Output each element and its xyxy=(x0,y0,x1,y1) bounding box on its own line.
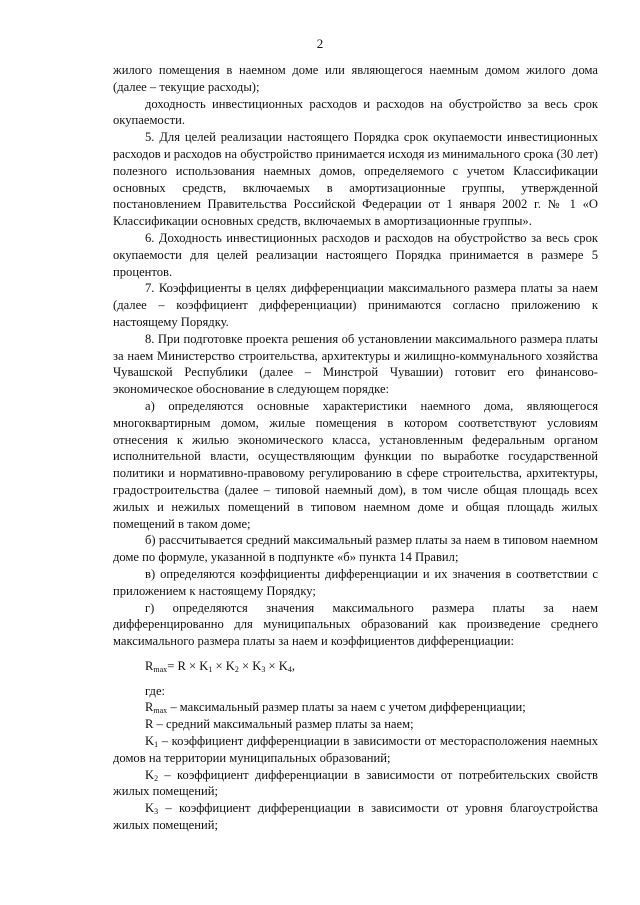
definition-k3-sub: 3 xyxy=(154,807,159,817)
paragraph-subitem-b: б) рассчитывается средний максимальный размер платы за наем в типовом наемном доме по формуле, указанной в подпункте «б» пункта 14 Правил; xyxy=(113,533,598,565)
where-label: где: xyxy=(145,683,166,698)
formula-spacer-top xyxy=(113,650,598,658)
definition-rmax-text: – максимальный размер платы за наем с учетом дифференциации; xyxy=(167,700,526,715)
formula-k1-sub: 1 xyxy=(208,664,213,674)
definition-k3-text: – коэффициент дифференциации в зависимости от уровня благоустройства жилых помещений; xyxy=(113,801,598,833)
definition-k1 xyxy=(113,733,598,767)
definition-k2-symbol: K xyxy=(145,767,155,782)
formula-k3-sub: 3 xyxy=(261,664,266,674)
formula-spacer-bottom xyxy=(113,675,598,683)
definition-k2-text: – коэффициент дифференциации в зависимости от потребительских свойств жилых помещений; xyxy=(113,767,598,799)
formula-rmax-sub: max xyxy=(153,664,168,674)
formula-line xyxy=(113,658,598,675)
definition-k1-sub: 1 xyxy=(154,740,159,750)
paragraph-subitem-v: в) определяются коэффициенты дифференциации и их значения в соответствии с приложением к настоящему Порядку; xyxy=(113,566,598,598)
paragraph-item-7: 7. Коэффициенты в целях дифференциации максимального размера платы за наем (далее – коэффициент дифференциации) принимаются согласно приложению к настоящему Порядку. xyxy=(113,281,598,329)
definition-k2 xyxy=(113,767,598,801)
document-body xyxy=(113,62,598,834)
definition-k3-symbol: K xyxy=(145,801,155,816)
definition-rmax xyxy=(113,699,598,716)
paragraph-item-6: 6. Доходность инвестиционных расходов и расходов на обустройство за весь срок окупаемости для целей реализации настоящего Порядка принимается в размере 5 процентов. xyxy=(113,230,598,279)
formula-k3-prefix: × K xyxy=(238,658,262,673)
formula-tail: , xyxy=(291,658,295,673)
paragraph-subitem-g: г) определяются значения максимального размера платы за наем дифференцированно для муниципальных образований как произведение среднего максимального размера платы за наем и коэффициентов дифференциации: xyxy=(113,600,598,649)
definition-r: R – средний максимальный размер платы за наем; xyxy=(145,717,414,732)
definition-k1-text: – коэффициент дифференциации в зависимости от месторасположения наемных домов на территории муниципальных образований; xyxy=(113,734,598,765)
paragraph-subitem-a: а) определяются основные характеристики наемного дома, являющегося многоквартирным домом, жилые помещения в котором соответствуют условиям отнесения к жилью экономического класса, установленным федеральным органом исполнительной власти, осуществляющим функции по выработке государственной политики и нормативно-правовому регулированию в сфере строительства, архитектуры, градостроительства (далее – типовой наемный дом), в том числе общая площадь всех жилых и нежилых помещений в типовом наемном доме и общая площадь жилых помещений в таком доме; xyxy=(113,398,598,531)
paragraph-item-5: 5. Для целей реализации настоящего Порядка срок окупаемости инвестиционных расходов и расходов на обустройство принимается исходя из минимального срока (30 лет) полезного использования наемных домов, определяемого с учетом Классификации основных средств, включаемых в амортизационные группы, утвержденной постановлением Правительства Российской Федерации от 1 января 2002 г. № 1 «О Классификации основных средств, включаемых в амортизационные группы». xyxy=(113,130,598,229)
definition-rmax-symbol: R xyxy=(145,700,154,715)
paragraph-item-8: 8. При подготовке проекта решения об установлении максимального размера платы за наем Министерство строительства, архитектуры и жилищно-коммунального хозяйства Чувашской Республики (далее – Минстрой Чувашии) готовит его финансово-экономическое обоснование в следующем порядке: xyxy=(113,331,598,397)
formula-k4-sub: 4 xyxy=(287,664,292,674)
formula-rmax-symbol: R xyxy=(145,658,154,673)
paragraph-continuation: жилого помещения в наемном доме или являющегося наемным домом жилого дома (далее – текущие расходы); xyxy=(113,63,598,94)
definition-rmax-sub: max xyxy=(153,706,168,716)
definition-k2-sub: 2 xyxy=(154,773,159,783)
page-number: 2 xyxy=(316,36,324,51)
definition-k3 xyxy=(113,800,598,834)
definition-k1-symbol: K xyxy=(145,734,155,749)
formula-k2-sub: 2 xyxy=(234,664,239,674)
formula-k4-prefix: × K xyxy=(265,658,288,673)
formula-rhs-start: = R × K xyxy=(167,658,209,673)
formula-k2-prefix: × K xyxy=(212,658,235,673)
paragraph-profitability: доходность инвестиционных расходов и расходов на обустройство за весь срок окупаемости. xyxy=(113,96,598,128)
